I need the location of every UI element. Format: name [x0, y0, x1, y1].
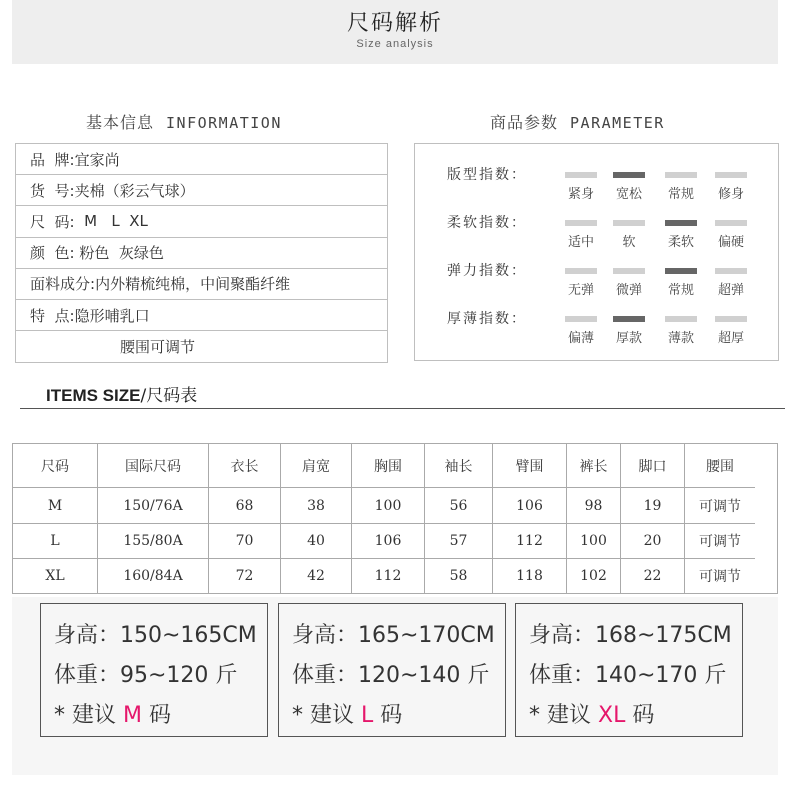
size-table-cell: 112 [352, 559, 425, 593]
parameter-label: 厚薄指数： [447, 311, 527, 327]
info-value: 夹棉（彩云气球） [74, 181, 195, 200]
parameter-option [565, 268, 597, 298]
option-label: 紧身 [567, 187, 594, 202]
parameter-label: 弹力指数： [447, 263, 527, 279]
parameter-option [613, 172, 645, 202]
size-table-cell: 42 [281, 559, 352, 593]
size-table-cell: 可调节 [685, 524, 755, 559]
option-bar [665, 316, 697, 322]
parameter-option [613, 316, 645, 346]
option-label: 薄款 [667, 331, 694, 346]
option-bar-selected [613, 172, 645, 178]
size-table-cell: M [13, 488, 98, 524]
parameter-option [565, 316, 597, 346]
size-table [12, 443, 778, 594]
info-label: 货 号: [30, 181, 75, 200]
size-table-cell: 118 [493, 559, 567, 593]
size-table-cell: 155/80A [98, 524, 209, 559]
size-table-header: 胸围 [352, 444, 425, 488]
option-bar [613, 220, 645, 226]
size-table-header: 腰围 [685, 444, 755, 488]
size-table-cell: 160/84A [98, 559, 209, 593]
option-bar [715, 268, 747, 274]
size-table-cell: 100 [352, 488, 425, 524]
option-label: 无弹 [567, 283, 594, 298]
parameter-option [665, 172, 697, 202]
option-bar [565, 220, 597, 226]
banner-subtitle: Size analysis [356, 38, 434, 50]
parameter-label: 柔软指数： [447, 215, 527, 231]
size-table-cell: 可调节 [685, 488, 755, 524]
recommendation-box-xl [515, 603, 743, 737]
size-table-cell: 106 [352, 524, 425, 559]
info-row [16, 331, 387, 362]
size-table-header: 脚口 [621, 444, 685, 488]
size-table-cell: 56 [425, 488, 493, 524]
recommendation-box-m [40, 603, 268, 737]
info-value: 隐形哺乳口 [74, 306, 150, 325]
banner-title: 尺码解析 [346, 11, 443, 36]
parameter-row [415, 164, 778, 208]
info-label: 面料成分: [30, 275, 96, 294]
parameter-option [665, 316, 697, 346]
parameter-heading-en: PARAMETER [570, 114, 665, 132]
option-bar [565, 316, 597, 322]
parameter-row [415, 308, 778, 352]
size-table-header: 国际尺码 [98, 444, 209, 488]
size-table-header: 尺码 [13, 444, 98, 488]
parameter-option [565, 220, 597, 250]
parameter-heading [490, 110, 665, 133]
heading-divider [20, 408, 785, 409]
option-label: 微弹 [615, 283, 642, 298]
info-label: 品 牌: [30, 150, 75, 169]
option-bar [715, 172, 747, 178]
info-heading-en: INFORMATION [166, 114, 282, 132]
height-range: 身高：165~170CM [292, 623, 495, 648]
option-label: 修身 [717, 187, 744, 202]
items-size-heading-cn: /尺码表 [140, 386, 198, 406]
option-bar [665, 172, 697, 178]
info-value: 粉色 灰绿色 [74, 244, 164, 263]
suggestion-prefix: * 建议 [292, 703, 361, 728]
items-size-heading [46, 381, 197, 406]
info-label: 特 点: [30, 306, 75, 325]
size-table-cell: L [13, 524, 98, 559]
size-table-cell: 106 [493, 488, 567, 524]
info-table [15, 143, 388, 363]
size-table-cell: 112 [493, 524, 567, 559]
info-row [16, 144, 387, 175]
option-label: 常规 [667, 283, 694, 298]
size-analysis-banner [12, 0, 778, 64]
option-bar [565, 268, 597, 274]
size-table-cell: 98 [567, 488, 621, 524]
size-table-cell: 22 [621, 559, 685, 593]
suggestion-prefix: * 建议 [529, 703, 598, 728]
info-row [16, 269, 387, 300]
info-row [16, 175, 387, 206]
option-label: 超厚 [717, 331, 744, 346]
info-value: 宜家尚 [74, 150, 120, 169]
weight-range: 体重：140~170 斤 [529, 663, 727, 688]
info-row [16, 300, 387, 331]
option-bar-selected [665, 220, 697, 226]
parameter-option [715, 172, 747, 202]
option-label: 宽松 [615, 187, 642, 202]
info-row [16, 238, 387, 269]
weight-range: 体重：95~120 斤 [54, 663, 238, 688]
size-table-cell: 68 [209, 488, 281, 524]
size-suggestion [292, 698, 402, 729]
info-heading-cn: 基本信息 [86, 113, 155, 132]
option-label: 柔软 [667, 235, 694, 250]
parameter-option [665, 268, 697, 298]
size-table-cell: 40 [281, 524, 352, 559]
option-label: 厚款 [615, 331, 642, 346]
info-value: 腰围可调节 [120, 338, 196, 357]
size-table-cell: 70 [209, 524, 281, 559]
size-table-cell: 58 [425, 559, 493, 593]
option-bar [715, 220, 747, 226]
option-label: 偏薄 [567, 331, 594, 346]
size-suggestion [54, 698, 171, 729]
parameter-option [613, 220, 645, 250]
parameter-option [715, 268, 747, 298]
size-table-header: 裤长 [567, 444, 621, 488]
size-table-cell: 102 [567, 559, 621, 593]
parameter-heading-cn: 商品参数 [490, 113, 559, 132]
weight-range: 体重：120~140 斤 [292, 663, 490, 688]
size-table-header: 肩宽 [281, 444, 352, 488]
height-range: 身高：150~165CM [54, 623, 257, 648]
info-label: 尺 码: [30, 212, 75, 231]
size-table-cell: 38 [281, 488, 352, 524]
option-bar-selected [613, 316, 645, 322]
info-value: M L XL [74, 212, 148, 231]
option-label: 软 [622, 235, 636, 250]
info-heading [86, 110, 282, 133]
recommendation-box-l [278, 603, 506, 737]
parameter-row [415, 212, 778, 256]
option-label: 适中 [567, 235, 594, 250]
option-label: 偏硬 [717, 235, 744, 250]
parameter-box [414, 143, 779, 361]
size-table-header: 袖长 [425, 444, 493, 488]
size-table-cell: XL [13, 559, 98, 593]
suggestion-suffix: 码 [141, 703, 171, 728]
parameter-option [613, 268, 645, 298]
suggestion-suffix: 码 [373, 703, 403, 728]
height-range: 身高：168~175CM [529, 623, 732, 648]
size-table-cell: 150/76A [98, 488, 209, 524]
parameter-row [415, 260, 778, 304]
option-bar [565, 172, 597, 178]
parameter-option [665, 220, 697, 250]
info-value: 内外精梳纯棉，中间聚酯纤维 [95, 275, 291, 294]
option-bar [715, 316, 747, 322]
info-row [16, 206, 387, 237]
items-size-heading-en: ITEMS SIZE [46, 386, 141, 405]
size-table-header: 衣长 [209, 444, 281, 488]
suggestion-suffix: 码 [625, 703, 655, 728]
info-label: 颜 色: [30, 244, 75, 263]
size-table-cell: 72 [209, 559, 281, 593]
size-table-cell: 可调节 [699, 569, 741, 585]
size-table-cell: 100 [567, 524, 621, 559]
parameter-option [715, 220, 747, 250]
suggested-size: XL [598, 703, 626, 728]
size-suggestion [529, 698, 654, 729]
parameter-option [715, 316, 747, 346]
size-table-cell: 20 [621, 524, 685, 559]
option-bar-selected [665, 268, 697, 274]
option-label: 常规 [667, 187, 694, 202]
suggested-size: M [123, 703, 142, 728]
option-bar [613, 268, 645, 274]
size-table-cell: 57 [425, 524, 493, 559]
suggestion-prefix: * 建议 [54, 703, 123, 728]
option-label: 超弹 [717, 283, 744, 298]
parameter-label: 版型指数： [447, 167, 527, 183]
parameter-option [565, 172, 597, 202]
size-table-cell: 19 [621, 488, 685, 524]
suggested-size: L [361, 703, 374, 728]
size-table-header: 臂围 [493, 444, 567, 488]
